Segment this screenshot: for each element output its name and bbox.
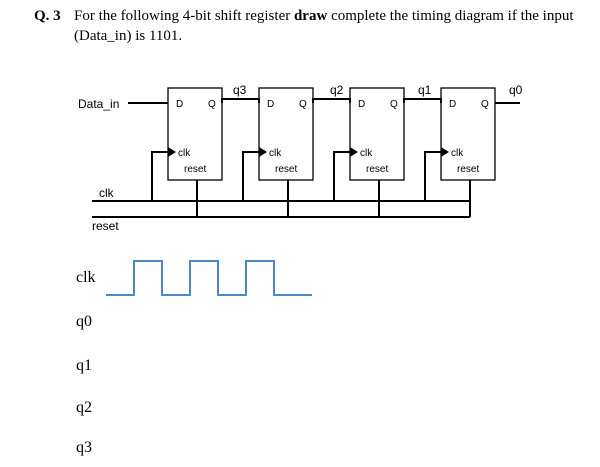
ff3-reset-label: reset: [366, 164, 389, 175]
ff3-q-label: Q: [390, 99, 398, 110]
ff1-reset-label: reset: [184, 164, 207, 175]
timing-label-clk: clk: [76, 269, 96, 286]
clk-bus-label: clk: [99, 186, 114, 200]
clk-line-1: [152, 152, 168, 201]
ff1-q-label: Q: [208, 99, 216, 110]
ff3-clk-label: clk: [360, 148, 373, 159]
ff4-d-label: D: [449, 99, 457, 110]
reset-bus-label: reset: [92, 219, 119, 233]
ff2-reset-label: reset: [275, 164, 298, 175]
q1-wire: [404, 99, 441, 103]
timing-label-q3: q3: [76, 439, 92, 456]
clock-input-icon: [441, 147, 449, 157]
ff2-clk-label: clk: [269, 148, 282, 159]
clk-line-2: [243, 152, 259, 201]
q3-output-label: q3: [233, 83, 247, 97]
question-text-end: complete the timing diagram if the input (Data_in) is 1101.: [74, 8, 574, 44]
clock-input-icon: [259, 147, 267, 157]
ff1-clk-label: clk: [178, 148, 191, 159]
clk-line-3: [334, 152, 350, 201]
ff1-d-label: D: [176, 99, 184, 110]
clock-waveform: [106, 261, 312, 295]
ff4-clk-label: clk: [451, 148, 464, 159]
ff4-reset-label: reset: [457, 164, 480, 175]
question-number: Q. 3: [34, 8, 61, 24]
timing-label-q1: q1: [76, 357, 92, 374]
timing-label-q2: q2: [76, 399, 92, 416]
clock-input-icon: [168, 147, 176, 157]
question-text-emphasis: draw: [293, 8, 328, 24]
data-in-label: Data_in: [78, 97, 120, 111]
clock-input-icon: [350, 147, 358, 157]
ff4-q-label: Q: [481, 99, 489, 110]
q0-output-label: q0: [509, 83, 523, 97]
q2-wire: [313, 99, 350, 103]
timing-label-q0: q0: [76, 313, 92, 330]
q1-output-label: q1: [418, 83, 432, 97]
q2-output-label: q2: [330, 83, 344, 97]
q3-wire: [222, 99, 259, 103]
ff3-d-label: D: [358, 99, 366, 110]
question-text-start: For the following 4-bit shift register: [74, 8, 294, 24]
clk-line-4: [425, 152, 441, 201]
ff2-d-label: D: [267, 99, 275, 110]
ff2-q-label: Q: [299, 99, 307, 110]
